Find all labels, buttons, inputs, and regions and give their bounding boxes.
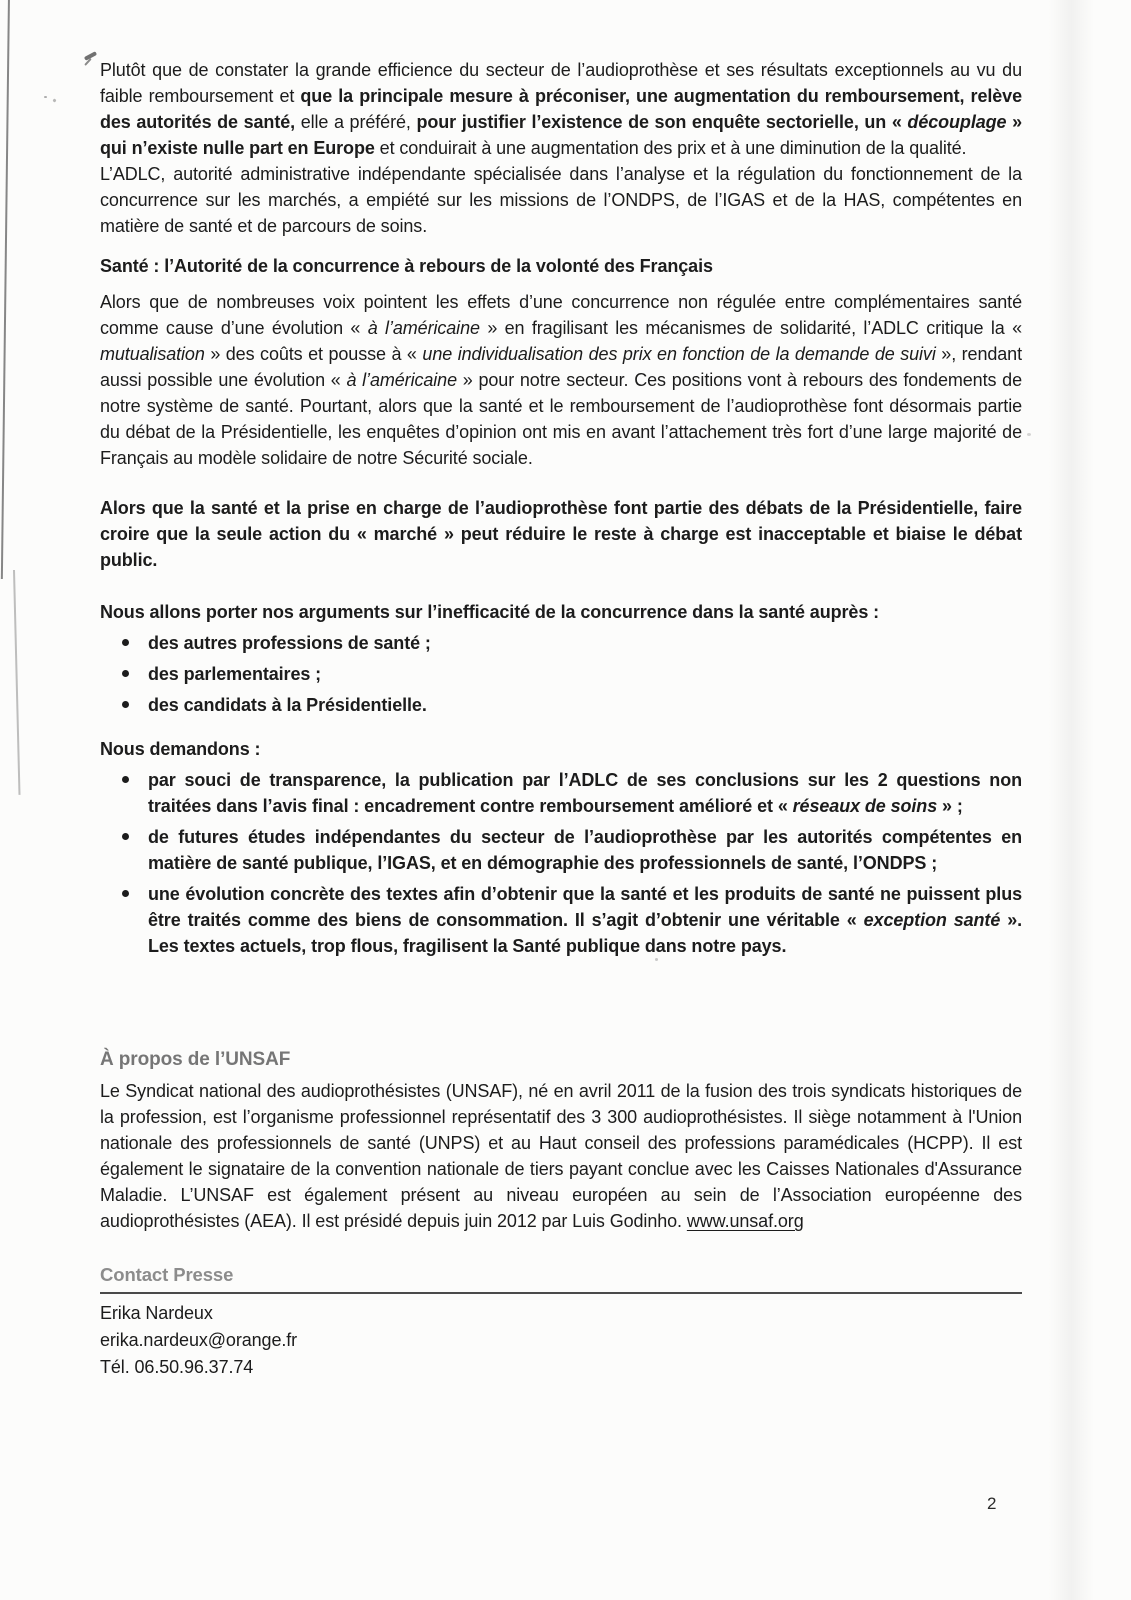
- press-contact-heading: Contact Presse: [100, 1264, 234, 1285]
- text-run-bold-italic: réseaux de soins: [792, 796, 938, 816]
- text-run: Alors que de nombreuses voix pointent les effets d’une concurrence non régulée entre complémentaires santé comme cause d’une évolution «: [100, 292, 1022, 338]
- about-heading: À propos de l’UNSAF: [100, 1049, 291, 1070]
- about-paragraph: [100, 1078, 1022, 1234]
- scan-edge-line: [1, 0, 10, 579]
- text-run-italic: à l’américaine: [367, 318, 480, 338]
- document-body: [100, 57, 1022, 1381]
- bullet-icon: [122, 701, 129, 708]
- text-run-bold: par souci de transparence, la publication par l’ADLC de ses conclusions sur les 2 questions non traitées dans l’avis final : encadrement contre remboursement amélioré et «: [148, 770, 1022, 816]
- demands-intro: Nous demandons :: [100, 739, 261, 759]
- demand-item: [100, 767, 1022, 819]
- scan-speck: [52, 98, 56, 102]
- scan-shadow: [1048, 0, 1094, 1600]
- text-run-bold: une évolution concrète des textes afin d’obtenir que la santé et les produits de santé ne puissent plus être traités comme des biens de consommation. Il s’agit d’obtenir une véritable «: [148, 884, 1022, 930]
- scan-edge-line: [13, 570, 20, 795]
- bullet-icon: [122, 833, 129, 840]
- argument-item: [100, 661, 1022, 687]
- scan-speck: [1027, 433, 1031, 436]
- text-run-italic: mutualisation: [100, 344, 205, 364]
- text-run: » pour notre secteur. Ces positions vont à rebours des fondements de notre système de santé. Pourtant, alors que la santé et le remboursement de l’audioprothèse font désormais partie du débat de la Présidentielle, les enquêtes d’opinion ont mis en avant l’attachement très fort d’une large majorité de Français au modèle solidaire de notre Sécurité sociale.: [100, 370, 1022, 468]
- demand-item: [100, 881, 1022, 959]
- text-run: Plutôt que de constater la grande efficience du secteur de l’audioprothèse et ses résultats exceptionnels au vu du faible remboursement et: [100, 60, 1022, 106]
- text-run-bold: » qui n’existe nulle part en Europe: [100, 112, 1023, 158]
- text-run: » en fragilisant les mécanismes de solidarité, l’ADLC critique la «: [479, 318, 1023, 338]
- page-number: 2: [987, 1494, 997, 1513]
- scan-speck: [44, 96, 47, 98]
- argument-item-label: des parlementaires ;: [148, 664, 322, 684]
- text-run: Le Syndicat national des audioprothésistes (UNSAF), né en avril 2011 de la fusion des trois syndicats historiques de la profession, est l’organisme professionnel représentatif des 3 300 audioprothésistes. Il siège notamment à l'Union nationale des professionnels de santé (UNPS) et au Haut conseil des professions paramédicales (HCPP). Il est également le signataire de la convention nationale de tiers payant conclue avec les Caisses Nationales d'Assurance Maladie. L’UNSAF est également présent au niveau européen au sein de l’Association européenne des audioprothésistes (AEA). Il est présidé depuis juin 2012 par Luis Godinho.: [100, 1081, 1022, 1231]
- text-run: » des coûts et pousse à «: [204, 344, 423, 364]
- section-heading-sante: Santé : l’Autorité de la concurrence à rebours de la volonté des Français: [100, 256, 713, 276]
- text-run-italic: une individualisation des prix en fonction de la demande de suivi: [422, 344, 936, 364]
- demand-item-text: de futures études indépendantes du secteur de l’audioprothèse par les autorités compétentes en matière de santé publique, l’IGAS, et en démographie des professionnels de santé, l’ONDPS ;: [148, 827, 1022, 873]
- paragraph-adlc: L’ADLC, autorité administrative indépendante spécialisée dans l’analyse et la régulation du fonctionnement de la concurrence sur les marchés, a empiété sur les missions de l’ONDPS, de l’IGAS et de la HAS, compétentes en matière de santé et de parcours de soins.: [100, 164, 1022, 236]
- argument-item-label: des autres professions de santé ;: [148, 633, 431, 653]
- text-run-bold-italic: exception santé: [863, 910, 1001, 930]
- demand-item: [100, 824, 1022, 876]
- paragraph-presidentielle: Alors que la santé et la prise en charge de l’audioprothèse font partie des débats de la Présidentielle, faire croire que la seule action du « marché » peut réduire le reste à charge est inacceptable et biaise le débat public.: [100, 498, 1022, 570]
- paragraph-intro: [100, 57, 1022, 161]
- text-run: et conduirait à une augmentation des prix et à une diminution de la qualité.: [374, 138, 967, 158]
- arguments-intro: Nous allons porter nos arguments sur l’inefficacité de la concurrence dans la santé auprès :: [100, 602, 880, 622]
- bullet-icon: [122, 639, 129, 646]
- text-run-bold: pour justifier l’existence de son enquête sectorielle, un «: [416, 112, 908, 132]
- press-contact-phone: Tél. 06.50.96.37.74: [100, 1357, 254, 1377]
- text-run-italic: à l’américaine: [346, 370, 457, 390]
- text-run-bold: que la principale mesure à préconiser, une augmentation du remboursement, relève des autorités de santé,: [100, 86, 1022, 132]
- text-run-bold: » ;: [937, 796, 963, 816]
- bullet-icon: [122, 776, 129, 783]
- argument-item-label: des candidats à la Présidentielle.: [148, 695, 427, 715]
- unsaf-url-link: www.unsaf.org: [686, 1211, 804, 1231]
- text-run: », rendant aussi possible une évolution «: [100, 344, 1022, 390]
- pen-mark: [84, 51, 97, 61]
- press-contact-name: Erika Nardeux: [100, 1303, 213, 1323]
- argument-item: [100, 692, 1022, 718]
- bullet-icon: [122, 890, 129, 897]
- demand-item-text: [148, 881, 1022, 959]
- argument-item: [100, 630, 1022, 656]
- press-divider: [100, 1292, 1022, 1294]
- text-run-bold-italic: découplage: [907, 112, 1007, 132]
- paragraph-concurrence: [100, 289, 1022, 471]
- text-run: elle a préféré,: [295, 112, 417, 132]
- demand-item-text: [148, 767, 1022, 819]
- press-contact-email: erika.nardeux@orange.fr: [100, 1330, 298, 1350]
- bullet-icon: [122, 670, 129, 677]
- press-contact-block: [100, 1300, 1022, 1381]
- text-run-bold: ». Les textes actuels, trop flous, fragilisent la Santé publique dans notre pays.: [148, 910, 1023, 956]
